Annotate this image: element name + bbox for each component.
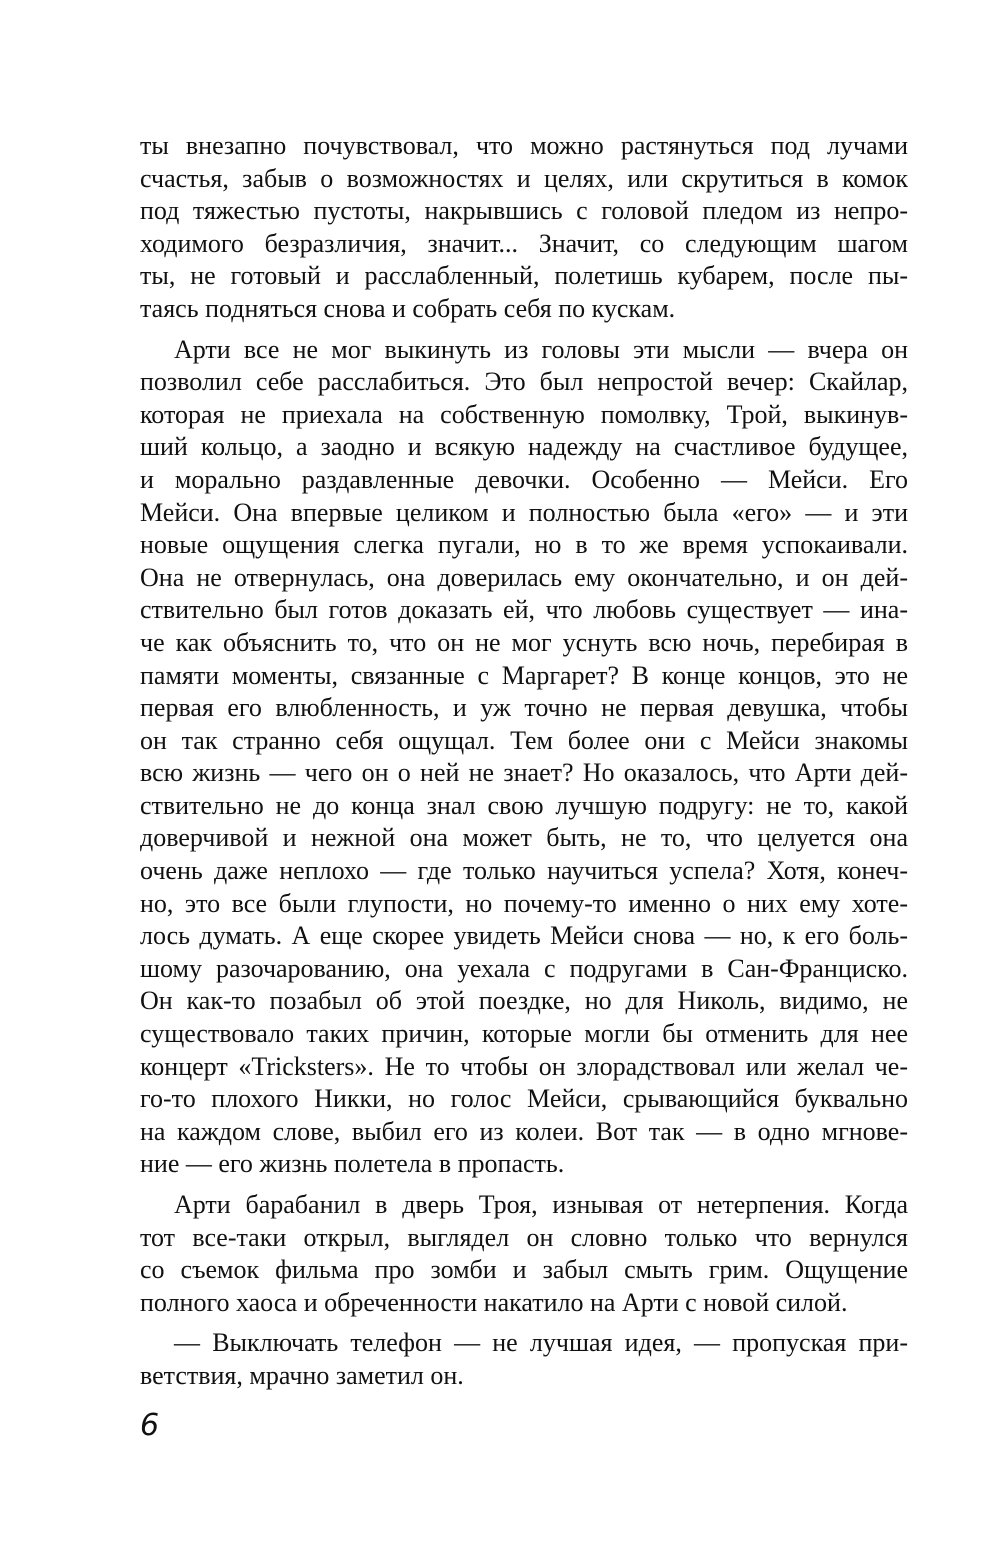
- text-line: Он как-то позабыл об этой поездке, но для Николь, видимо, не: [140, 986, 908, 1016]
- text-line: очень даже неплохо — где только научиться успела? Хотя, конеч-: [140, 856, 908, 886]
- text-line: Арти барабанил в дверь Троя, изнывая от нетерпения. Когда: [174, 1190, 908, 1219]
- paragraph: [140, 130, 908, 326]
- text-line: счастья, забыв о возможностях и целях, или скрутиться в комок: [140, 163, 908, 193]
- text-line: ходимого безразличия, значит... Значит, со следующим шагом: [140, 228, 908, 258]
- text-line: новые ощущения слегка пугали, но в то же время успокаивали.: [140, 530, 908, 560]
- text-line: ствительно не до конца знал свою лучшую подругу: не то, какой: [140, 790, 908, 820]
- text-line: Мейси. Она впервые целиком и полностью была «его» — и эти: [140, 497, 908, 527]
- text-line: че как объяснить то, что он не мог уснуть всю ночь, перебирая в: [140, 627, 908, 657]
- paragraph-gap: [140, 326, 908, 334]
- text-line: памяти моменты, связанные с Маргарет? В конце концов, это не: [140, 660, 908, 690]
- text-line: ние — его жизнь полетела в пропасть.: [140, 1149, 565, 1179]
- text-line: со съемок фильма про зомби и забыл смыть грим. Ощущение: [140, 1255, 908, 1285]
- text-line: которая не приехала на собственную помолвку, Трой, выкинув-: [140, 399, 908, 429]
- paragraph-gap: [140, 1319, 908, 1327]
- text-line: полного хаоса и обреченности накатило на Арти с новой силой.: [140, 1287, 848, 1317]
- text-line: тот все-таки открыл, выглядел он словно только что вернулся: [140, 1222, 908, 1252]
- text-line: го-то плохого Никки, но голос Мейси, срывающийся буквально: [140, 1084, 908, 1114]
- text-line: ты внезапно почувствовал, что можно растянуться под лучами: [140, 131, 908, 160]
- text-line: Она не отвернулась, она доверилась ему окончательно, и он дей-: [140, 562, 908, 592]
- text-line: доверчивой и нежной она может быть, не то, что целуется она: [140, 823, 908, 853]
- text-line: лось думать. А еще скорее увидеть Мейси снова — но, к его боль-: [140, 921, 908, 951]
- paragraph: [140, 334, 908, 1181]
- text-line: — Выключать телефон — не лучшая идея, — пропуская при-: [174, 1328, 908, 1358]
- text-line: ветствия, мрачно заметил он.: [140, 1360, 464, 1390]
- paragraph: [140, 1327, 908, 1392]
- text-line: Арти все не мог выкинуть из головы эти мысли — вчера он: [174, 334, 908, 364]
- paragraph-gap: [140, 1181, 908, 1189]
- text-line: под тяжестью пустоты, накрывшись с головой пледом из непро-: [140, 196, 908, 226]
- text-line: но, это все были глупости, но почему-то именно о них ему хоте-: [140, 888, 908, 918]
- text-line: ший кольцо, а заодно и всякую надежду на счастливое будущее,: [140, 432, 908, 462]
- text-line: шому разочарованию, она уехала с подругами в Сан-Франциско.: [140, 953, 908, 983]
- text-line: концерт «Tricksters». Не то чтобы он злорадствовал или желал че-: [140, 1051, 908, 1081]
- page-number: 6: [140, 1408, 160, 1443]
- text-line: и морально раздавленные девочки. Особенно — Мейси. Его: [140, 464, 908, 494]
- text-line: ствительно был готов доказать ей, что любовь существует — ина-: [140, 595, 908, 625]
- text-line: позволил себе расслабиться. Это был непростой вечер: Скайлар,: [140, 367, 908, 397]
- text-line: существовало таких причин, которые могли бы отменить для нее: [140, 1019, 908, 1049]
- text-line: на каждом слове, выбил его из колеи. Вот так — в одно мгнове-: [140, 1116, 908, 1146]
- text-line: всю жизнь — чего он о ней не знает? Но оказалось, что Арти дей-: [140, 758, 908, 788]
- body-text: [140, 130, 908, 1393]
- text-line: он так странно себя ощущал. Тем более они с Мейси знакомы: [140, 725, 908, 755]
- text-line: ты, не готовый и расслабленный, полетишь кубарем, после пы-: [140, 261, 908, 291]
- paragraph: [140, 1189, 908, 1319]
- text-line: первая его влюбленность, и уж точно не первая девушка, чтобы: [140, 693, 908, 723]
- text-line: таясь подняться снова и собрать себя по кускам.: [140, 293, 676, 323]
